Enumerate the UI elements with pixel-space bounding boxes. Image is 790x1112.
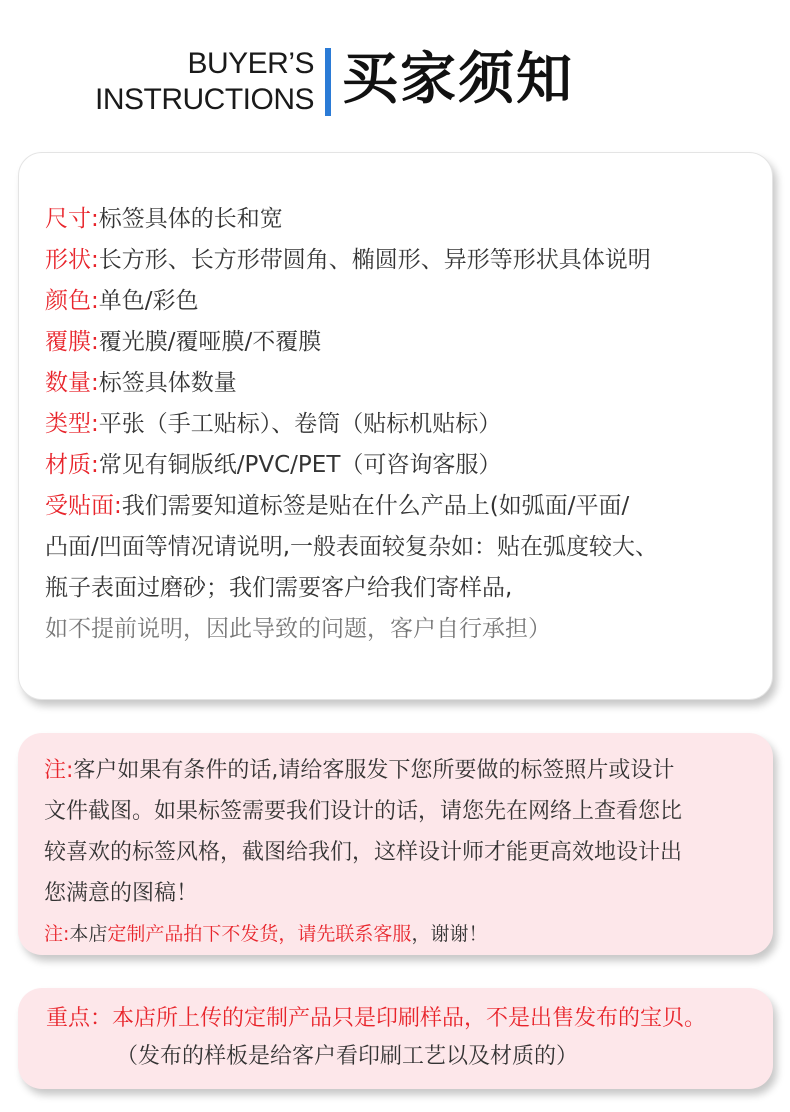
- note-line-2: 文件截图。如果标签需要我们设计的话，请您先在网络上查看您比: [44, 799, 683, 824]
- spec-row-shape: [45, 240, 757, 281]
- spec-value: 平张（手工贴标）、卷筒（贴标机贴标）: [98, 411, 502, 437]
- note-warning-suffix: ，谢谢！: [411, 923, 488, 945]
- note-line-3: 较喜欢的标签风格，截图给我们，这样设计师才能更高效地设计出: [44, 840, 683, 865]
- note-card: [18, 733, 773, 955]
- key-point-subline: （发布的样板是给客户看印刷工艺以及材质的）: [116, 1044, 579, 1069]
- spec-list: [45, 199, 757, 650]
- note-warning-prefix: 本店: [69, 923, 108, 945]
- spec-row-lamination: [45, 322, 757, 363]
- note-warning: [44, 914, 764, 954]
- note-text: 客户如果有条件的话,请给客服发下您所要做的标签照片或设计: [73, 758, 675, 783]
- spec-value: 常见有铜版纸/PVC/PET（可咨询客服）: [98, 452, 502, 478]
- spec-value: 覆光膜/覆哑膜/不覆膜: [98, 329, 322, 355]
- spec-row-color: [45, 281, 757, 322]
- spec-value: 单色/彩色: [98, 288, 199, 314]
- header-divider-bar: [325, 48, 331, 116]
- spec-surface-line3: 瓶子表面过磨砂；我们需要客户给我们寄样品,: [45, 575, 513, 601]
- note-warning-label: 注:: [44, 923, 70, 945]
- spec-row-type: [45, 404, 757, 445]
- spec-label: 覆膜:: [45, 329, 99, 355]
- spec-label: 尺寸:: [45, 206, 99, 232]
- spec-value: 标签具体数量: [98, 370, 237, 396]
- header-english-line2: INSTRUCTIONS: [95, 83, 314, 116]
- spec-row-size: [45, 199, 757, 240]
- key-point-card: [18, 988, 773, 1089]
- spec-row-material: [45, 445, 757, 486]
- spec-label: 受贴面:: [45, 493, 122, 519]
- spec-label: 数量:: [45, 370, 99, 396]
- spec-surface-line2: 凸面/凹面等情况请说明,一般表面较复杂如：贴在弧度较大、: [45, 534, 659, 560]
- spec-surface-line4: 如不提前说明，因此导致的问题，客户自行承担）: [45, 616, 551, 642]
- note-line-1: [44, 750, 764, 791]
- note-label: 注:: [44, 758, 74, 783]
- note-warning-emphasis: 定制产品拍下不发货，请先联系客服: [107, 923, 412, 945]
- spec-card: [18, 152, 773, 700]
- key-point-block: [46, 1000, 766, 1076]
- header-english-line1: BUYER’S: [187, 47, 314, 80]
- spec-label: 形状:: [45, 247, 99, 273]
- spec-value: 长方形、长方形带圆角、椭圆形、异形等形状具体说明: [98, 247, 651, 273]
- spec-label: 材质:: [45, 452, 99, 478]
- spec-label: 类型:: [45, 411, 99, 437]
- spec-label: 颜色:: [45, 288, 99, 314]
- spec-row-surface: [45, 486, 757, 527]
- header-english-title: [95, 46, 314, 118]
- note-line-4: 您满意的图稿！: [44, 881, 199, 906]
- key-point-line: 重点：本店所上传的定制产品只是印刷样品，不是出售发布的宝贝。: [46, 1006, 707, 1031]
- note-block: [44, 750, 764, 954]
- spec-value: 标签具体的长和宽: [98, 206, 283, 232]
- header-chinese-title: 买家须知: [342, 47, 574, 112]
- page-header: [0, 30, 790, 130]
- spec-value: 我们需要知道标签是贴在什么产品上(如弧面/平面/: [121, 493, 630, 519]
- spec-row-quantity: [45, 363, 757, 404]
